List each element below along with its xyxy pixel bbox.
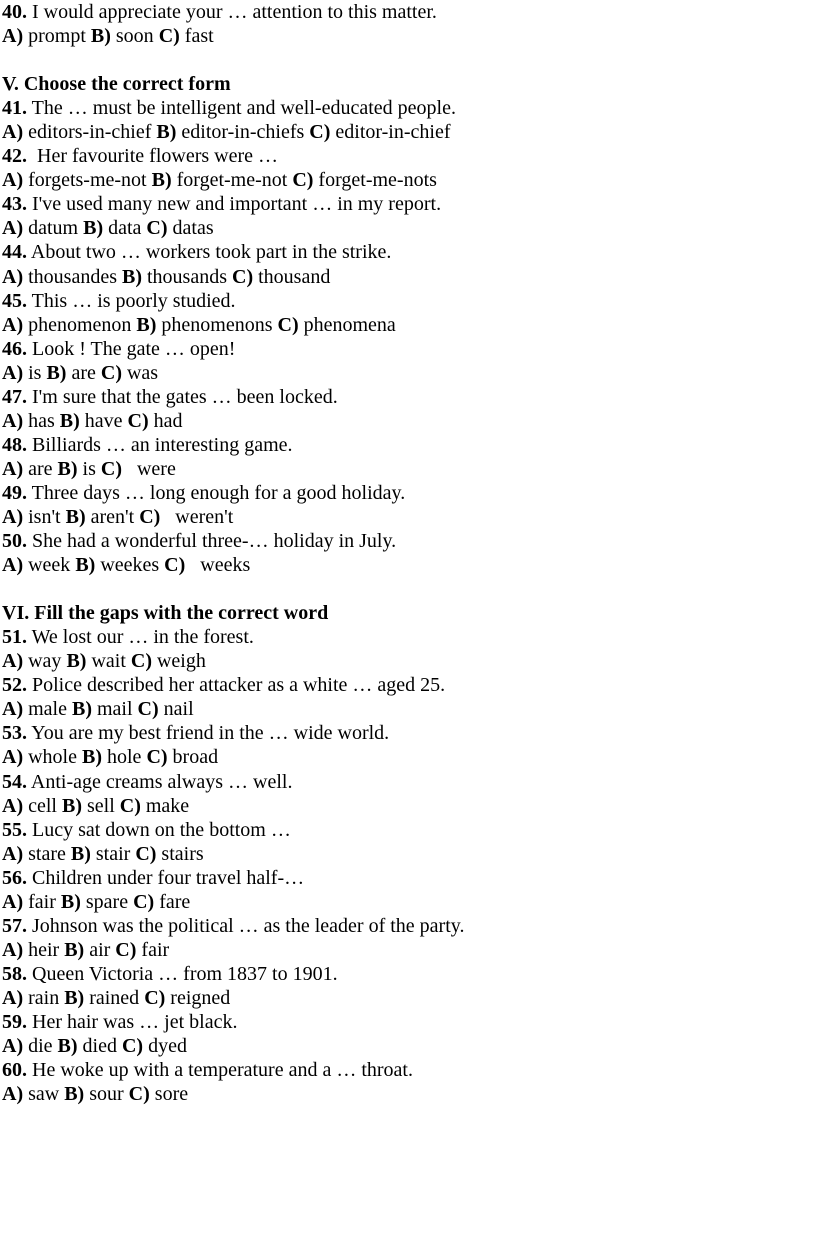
option-label: A) (2, 217, 24, 240)
option-text: isn't (23, 505, 66, 528)
option-label: A) (2, 169, 24, 192)
option-text: mail (91, 698, 138, 721)
option-label: B) (57, 457, 78, 480)
answer-options (2, 842, 816, 866)
question-text: Look ! The gate … open! (27, 337, 236, 360)
option-text: weekes (95, 554, 165, 577)
option-text: nail (158, 698, 194, 721)
option-label: A) (2, 746, 24, 769)
question-stem (2, 1058, 816, 1082)
question-number: 44. (2, 241, 27, 264)
answer-options (2, 457, 816, 481)
answer-options (2, 1034, 816, 1058)
option-label: C) (133, 890, 155, 913)
option-text: were (121, 457, 176, 480)
question-number: 49. (2, 481, 27, 504)
question-text: I'm sure that the gates … been locked. (27, 385, 338, 408)
option-label: A) (2, 842, 24, 865)
question-number: 45. (2, 289, 27, 312)
question-number: 41. (2, 97, 27, 120)
answer-options (2, 505, 816, 529)
option-text: rain (23, 986, 65, 1009)
answer-options (2, 794, 816, 818)
option-text: weigh (151, 650, 206, 673)
option-label: B) (70, 842, 91, 865)
question-stem (2, 192, 816, 216)
section-heading (2, 601, 816, 625)
answer-options (2, 938, 816, 962)
option-label: A) (2, 313, 24, 336)
question-text: Children under four travel half-… (27, 866, 305, 889)
option-label: C) (164, 554, 186, 577)
section-heading-text: VI. Fill the gaps with the correct word (2, 602, 329, 625)
option-text: rained (84, 986, 145, 1009)
option-text: stair (90, 842, 136, 865)
question-stem (2, 914, 816, 938)
option-text: heir (23, 938, 65, 961)
option-text: cell (23, 794, 62, 817)
option-text: phenomenons (156, 313, 278, 336)
question-stem (2, 529, 816, 553)
option-text: stairs (156, 842, 204, 865)
question-stem (2, 866, 816, 890)
section-heading-text: V. Choose the correct form (2, 73, 231, 96)
answer-options (2, 986, 816, 1010)
option-text: editor-in-chiefs (176, 121, 310, 144)
option-label: C) (277, 313, 299, 336)
answer-options (2, 361, 816, 385)
option-label: C) (292, 169, 314, 192)
question-stem (2, 240, 816, 264)
question-number: 47. (2, 385, 27, 408)
option-text: reigned (165, 986, 231, 1009)
option-text: datum (23, 217, 84, 240)
question-number: 52. (2, 674, 27, 697)
question-text: Billiards … an interesting game. (27, 433, 293, 456)
option-label: C) (135, 842, 157, 865)
option-label: C) (130, 650, 152, 673)
answer-options (2, 553, 816, 577)
option-text: die (23, 1035, 58, 1058)
answer-options (2, 265, 816, 289)
option-text: saw (23, 1083, 65, 1106)
option-text: male (23, 698, 72, 721)
question-text: We lost our … in the forest. (27, 626, 254, 649)
question-number: 58. (2, 962, 27, 985)
option-text: hole (102, 746, 147, 769)
option-label: C) (139, 505, 161, 528)
option-label: B) (59, 409, 80, 432)
option-text: fair (23, 890, 61, 913)
option-label: B) (151, 169, 172, 192)
question-number: 56. (2, 866, 27, 889)
option-text: make (140, 794, 190, 817)
question-number: 60. (2, 1059, 27, 1082)
question-text: He woke up with a temperature and a … throat. (27, 1059, 413, 1082)
option-label: B) (90, 25, 111, 48)
option-text: phenomena (298, 313, 396, 336)
question-number: 59. (2, 1010, 27, 1033)
option-label: A) (2, 938, 24, 961)
option-text: thousands (142, 265, 232, 288)
option-label: C) (146, 746, 168, 769)
option-text: are (23, 457, 58, 480)
option-label: A) (2, 25, 24, 48)
answer-options (2, 168, 816, 192)
option-label: B) (60, 890, 81, 913)
question-stem (2, 721, 816, 745)
option-label: C) (144, 986, 166, 1009)
option-text: whole (23, 746, 82, 769)
option-label: A) (2, 121, 24, 144)
option-text: soon (110, 25, 159, 48)
answer-options (2, 313, 816, 337)
option-label: A) (2, 890, 24, 913)
option-text: sell (81, 794, 120, 817)
question-stem (2, 625, 816, 649)
option-label: B) (122, 265, 142, 288)
option-text: fair (136, 938, 170, 961)
option-label: A) (2, 554, 24, 577)
option-label: C) (100, 361, 122, 384)
blank-line (2, 48, 816, 72)
option-label: B) (136, 313, 157, 336)
question-text: Lucy sat down on the bottom … (27, 818, 291, 841)
option-text: sore (149, 1083, 189, 1106)
question-number: 57. (2, 914, 27, 937)
option-text: had (148, 409, 183, 432)
option-text: is (77, 457, 101, 480)
option-label: A) (2, 361, 24, 384)
option-text: fare (154, 890, 191, 913)
option-label: A) (2, 409, 24, 432)
question-text: This … is poorly studied. (27, 289, 236, 312)
question-stem (2, 818, 816, 842)
option-label: C) (127, 409, 149, 432)
option-label: C) (115, 938, 137, 961)
question-text: The … must be intelligent and well-educated people. (27, 97, 456, 120)
question-stem (2, 962, 816, 986)
question-stem (2, 481, 816, 505)
option-label: B) (46, 361, 67, 384)
question-text: She had a wonderful three-… holiday in July. (27, 530, 397, 553)
section-heading (2, 72, 816, 96)
option-text: has (23, 409, 60, 432)
option-label: B) (64, 1083, 85, 1106)
question-stem (2, 1010, 816, 1034)
option-label: A) (2, 986, 24, 1009)
question-number: 53. (2, 722, 27, 745)
question-text: Her hair was … jet black. (27, 1010, 238, 1033)
option-label: A) (2, 698, 24, 721)
option-label: B) (75, 554, 96, 577)
question-number: 51. (2, 626, 27, 649)
option-text: prompt (23, 25, 91, 48)
option-text: aren't (85, 505, 140, 528)
option-text: stare (23, 842, 71, 865)
option-text: datas (167, 217, 214, 240)
question-stem (2, 96, 816, 120)
question-text: I've used many new and important … in my report. (27, 193, 442, 216)
question-number: 42. (2, 145, 27, 168)
option-label: B) (66, 650, 87, 673)
option-text: are (66, 361, 101, 384)
option-text: died (77, 1035, 122, 1058)
option-text: forgets-me-not (23, 169, 152, 192)
question-stem (2, 770, 816, 794)
answer-options (2, 120, 816, 144)
answer-options (2, 409, 816, 433)
answer-options (2, 24, 816, 48)
option-label: B) (156, 121, 177, 144)
option-text: is (23, 361, 47, 384)
answer-options (2, 697, 816, 721)
option-text: broad (167, 746, 219, 769)
question-text: You are my best friend in the … wide world. (27, 722, 390, 745)
question-number: 40. (2, 1, 27, 23)
question-stem (2, 289, 816, 313)
option-label: C) (309, 121, 331, 144)
option-label: B) (65, 505, 86, 528)
option-text: way (23, 650, 67, 673)
question-text: Three days … long enough for a good holiday. (27, 481, 406, 504)
option-text: editor-in-chief (330, 121, 451, 144)
question-text: Her favourite flowers were … (27, 145, 279, 168)
option-label: C) (100, 457, 122, 480)
option-label: A) (2, 794, 24, 817)
option-text: dyed (143, 1035, 187, 1058)
option-text: week (23, 554, 76, 577)
answer-options (2, 890, 816, 914)
question-stem (2, 385, 816, 409)
option-label: B) (61, 794, 82, 817)
option-label: B) (82, 746, 102, 769)
option-text: sour (84, 1083, 129, 1106)
option-label: C) (128, 1083, 150, 1106)
question-text: I would appreciate your … attention to this matter. (27, 1, 437, 23)
option-label: B) (83, 217, 104, 240)
question-stem (2, 673, 816, 697)
option-text: weeks (185, 554, 251, 577)
option-label: B) (64, 938, 85, 961)
option-text: data (103, 217, 147, 240)
option-text: phenomenon (23, 313, 137, 336)
question-number: 48. (2, 433, 27, 456)
question-text: Johnson was the political … as the leader of the party. (27, 914, 465, 937)
question-text: Queen Victoria … from 1837 to 1901. (27, 962, 338, 985)
option-label: A) (2, 1083, 24, 1106)
option-text: spare (80, 890, 134, 913)
option-label: C) (121, 1035, 144, 1058)
option-text: have (79, 409, 128, 432)
answer-options (2, 1082, 816, 1106)
question-number: 46. (2, 337, 27, 360)
question-stem (2, 0, 816, 24)
blank-line (2, 577, 816, 601)
option-label: A) (2, 1035, 24, 1058)
option-label: A) (2, 265, 24, 288)
question-number: 55. (2, 818, 27, 841)
question-stem (2, 337, 816, 361)
question-number: 50. (2, 530, 27, 553)
option-label: C) (137, 698, 159, 721)
option-text: forget-me-nots (313, 169, 437, 192)
option-label: A) (2, 505, 24, 528)
option-label: B) (57, 1035, 78, 1058)
option-label: C) (119, 794, 141, 817)
option-text: forget-me-not (171, 169, 293, 192)
option-text: editors-in-chief (23, 121, 157, 144)
question-text: Police described her attacker as a white … aged 25. (27, 674, 446, 697)
answer-options (2, 216, 816, 240)
option-text: thousand (253, 265, 331, 288)
question-number: 54. (2, 770, 27, 793)
answer-options (2, 649, 816, 673)
option-label: C) (158, 25, 180, 48)
option-label: B) (71, 698, 92, 721)
question-text: About two … workers took part in the strike. (27, 241, 392, 264)
option-text: fast (179, 25, 214, 48)
option-text: weren't (160, 505, 234, 528)
option-text: was (121, 361, 159, 384)
option-text: wait (86, 650, 131, 673)
answer-options (2, 745, 816, 769)
question-stem (2, 144, 816, 168)
option-label: C) (146, 217, 168, 240)
option-label: C) (232, 265, 254, 288)
option-text: thousandes (23, 265, 122, 288)
question-stem (2, 433, 816, 457)
option-text: air (84, 938, 116, 961)
option-label: A) (2, 650, 24, 673)
question-text: Anti-age creams always … well. (27, 770, 293, 793)
question-number: 43. (2, 193, 27, 216)
option-label: A) (2, 457, 24, 480)
option-label: B) (64, 986, 85, 1009)
